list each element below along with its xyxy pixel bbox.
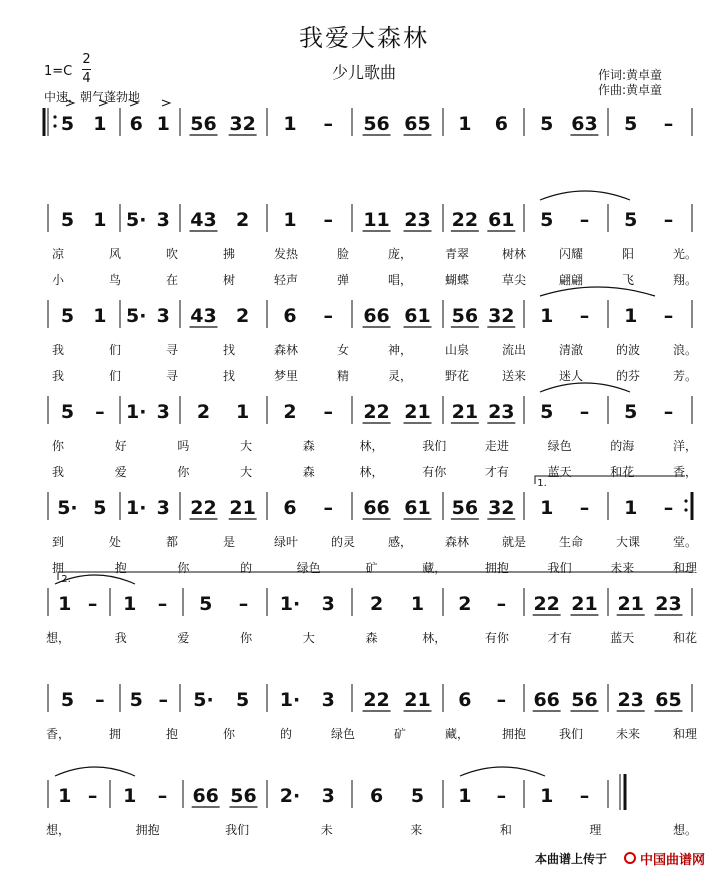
lyric-syllable: 在 bbox=[165, 273, 179, 287]
note: 1 bbox=[283, 113, 297, 135]
note: 21 bbox=[229, 497, 256, 519]
lyric-syllable: 吹 bbox=[165, 247, 179, 261]
tie-arc bbox=[540, 383, 630, 392]
lyric-syllable: 藏， bbox=[422, 561, 447, 575]
lyric-syllable: 飞 bbox=[621, 273, 635, 287]
note: 63 bbox=[571, 113, 598, 135]
note: 5 bbox=[624, 113, 638, 135]
lyric-syllable: 蝴蝶 bbox=[444, 273, 470, 287]
lyric-syllable: 野花 bbox=[444, 369, 470, 383]
lyric-syllable: 庞， bbox=[387, 247, 413, 261]
note: 6 bbox=[369, 785, 384, 807]
note: – bbox=[496, 593, 507, 615]
note: 2 bbox=[236, 209, 250, 231]
lyric-syllable: 有你 bbox=[422, 465, 447, 479]
note: 32 bbox=[488, 305, 515, 327]
lyric-syllable: 翩翩 bbox=[558, 273, 584, 287]
note: 6 bbox=[494, 113, 508, 135]
note: 23 bbox=[617, 689, 644, 711]
note: – bbox=[323, 305, 333, 327]
note: – bbox=[95, 401, 105, 423]
lyric-syllable: 们 bbox=[108, 369, 122, 383]
note: 1 bbox=[410, 593, 425, 615]
lyric-syllable: 绿色 bbox=[547, 439, 572, 453]
lyric-syllable: 森 bbox=[302, 465, 315, 479]
lyric-syllable: 就是 bbox=[501, 535, 527, 549]
lyric-syllable: 都 bbox=[165, 535, 179, 549]
note: 3 bbox=[156, 497, 170, 519]
note: 6 bbox=[283, 305, 297, 327]
repeat-dot bbox=[53, 124, 56, 127]
lyric-syllable: 流出 bbox=[501, 343, 527, 357]
lyric-syllable: 矿 bbox=[365, 561, 378, 575]
note: 3 bbox=[321, 785, 335, 807]
note: – bbox=[663, 209, 674, 231]
lyric-syllable: 抱 bbox=[165, 727, 179, 741]
lyric-syllable: 风 bbox=[108, 247, 122, 261]
note: – bbox=[663, 401, 674, 423]
note: 66 bbox=[363, 305, 390, 327]
repeat-dot bbox=[684, 508, 687, 511]
lyric-syllable: 绿叶 bbox=[273, 535, 299, 549]
lyric-syllable: 爱 bbox=[114, 465, 127, 479]
lyric-syllable: 拥 bbox=[51, 561, 65, 575]
lyric-syllable: 树林 bbox=[501, 247, 527, 261]
lyric-syllable: 大 bbox=[302, 631, 315, 645]
lyric-syllable: 抱 bbox=[114, 561, 127, 575]
note: 5 bbox=[60, 113, 75, 135]
lyric-syllable: 浪。 bbox=[672, 343, 698, 357]
lyric-syllable: 森林 bbox=[444, 535, 470, 549]
lyric-syllable: 森林 bbox=[273, 343, 299, 357]
note: 2 bbox=[458, 593, 472, 615]
lyric-syllable: 想， bbox=[45, 631, 71, 645]
note: – bbox=[496, 689, 507, 711]
lyric-syllable: 和理 bbox=[672, 727, 698, 741]
lyric-syllable: 生命 bbox=[558, 535, 584, 549]
lyric-syllable: 到 bbox=[51, 535, 65, 549]
volta-label-second: 2. bbox=[61, 574, 71, 585]
tie-arc bbox=[55, 767, 135, 776]
lyric-syllable: 藏， bbox=[444, 727, 470, 741]
lyric-syllable: 未 bbox=[320, 823, 333, 837]
lyric-syllable: 唱， bbox=[387, 273, 413, 287]
note: 1· bbox=[279, 593, 301, 615]
lyric-syllable: 未来 bbox=[615, 727, 641, 741]
note: – bbox=[663, 305, 674, 327]
lyric-syllable: 和花 bbox=[610, 465, 635, 479]
lyric-syllable: 寻 bbox=[165, 369, 179, 383]
lyric-syllable: 未来 bbox=[610, 561, 635, 575]
note: 56 bbox=[451, 497, 479, 519]
note: 22 bbox=[451, 209, 479, 231]
lyric-syllable: 拥抱 bbox=[501, 727, 527, 741]
note: 1 bbox=[283, 209, 297, 231]
note: 3 bbox=[156, 209, 170, 231]
note: 56 bbox=[451, 305, 479, 327]
note: 1· bbox=[279, 689, 301, 711]
lyric-syllable: 有你 bbox=[484, 631, 509, 645]
lyric-syllable: 走进 bbox=[484, 439, 509, 453]
lyric-syllable: 吗 bbox=[177, 439, 190, 453]
note: – bbox=[323, 401, 333, 423]
note: 11 bbox=[363, 209, 390, 231]
lyric-syllable: 树 bbox=[222, 273, 236, 287]
lyric-syllable: 感， bbox=[387, 535, 413, 549]
note: – bbox=[87, 593, 98, 615]
note: 43 bbox=[190, 209, 217, 231]
lyric-syllable: 送来 bbox=[501, 369, 527, 383]
lyric-syllable: 找 bbox=[222, 369, 236, 383]
note: 32 bbox=[229, 113, 256, 135]
lyric-syllable: 和理 bbox=[672, 561, 698, 575]
note: – bbox=[157, 785, 168, 807]
note: 1 bbox=[236, 401, 250, 423]
lyric-syllable: 和花 bbox=[672, 631, 698, 645]
note: 21 bbox=[617, 593, 644, 615]
note: 5 bbox=[60, 209, 75, 231]
lyric-syllable: 林， bbox=[422, 631, 447, 645]
lyric-syllable: 鸟 bbox=[108, 273, 122, 287]
note: 5 bbox=[540, 113, 554, 135]
accent-mark bbox=[130, 100, 138, 106]
note: 65 bbox=[404, 113, 431, 135]
tempo-marking: 中速，朝气蓬勃地 bbox=[44, 90, 141, 104]
lyric-syllable: 林， bbox=[359, 439, 384, 453]
lyric-syllable: 林， bbox=[359, 465, 384, 479]
lyric-syllable: 绿色 bbox=[330, 727, 356, 741]
lyric-syllable: 我 bbox=[51, 369, 65, 383]
note: 5 bbox=[624, 401, 638, 423]
site-name: 中国曲谱网 bbox=[640, 853, 706, 868]
lyric-syllable: 洋， bbox=[672, 439, 698, 453]
note: 3 bbox=[156, 305, 170, 327]
lyric-syllable: 才有 bbox=[484, 465, 509, 479]
lyric-syllable: 寻 bbox=[165, 343, 179, 357]
note: 32 bbox=[488, 497, 515, 519]
note: 3 bbox=[321, 593, 335, 615]
accent-mark bbox=[66, 100, 74, 106]
lyric-syllable: 的海 bbox=[610, 439, 635, 453]
lyric-syllable: 的 bbox=[240, 561, 253, 575]
note: 3 bbox=[321, 689, 335, 711]
note: 5 bbox=[93, 497, 107, 519]
note: 21 bbox=[404, 689, 431, 711]
note: 43 bbox=[190, 305, 217, 327]
note: 61 bbox=[488, 209, 515, 231]
lyric-syllable: 精 bbox=[336, 369, 350, 383]
lyric-syllable: 我 bbox=[114, 631, 127, 645]
note: – bbox=[323, 497, 333, 519]
note: 5 bbox=[410, 785, 425, 807]
note: 5 bbox=[129, 689, 143, 711]
note: 1· bbox=[125, 497, 147, 519]
lyric-syllable: 理 bbox=[589, 823, 602, 837]
note: – bbox=[579, 785, 590, 807]
lyric-syllable: 森 bbox=[365, 631, 378, 645]
note: 1 bbox=[624, 305, 638, 327]
lyric-syllable: 你 bbox=[177, 561, 190, 575]
lyric-syllable: 迷人 bbox=[558, 369, 584, 383]
lyric-syllable: 你 bbox=[177, 465, 190, 479]
lyric-syllable: 我们 bbox=[547, 561, 572, 575]
lyric-syllable: 大 bbox=[240, 439, 253, 453]
note: 21 bbox=[451, 401, 479, 423]
key-signature: 1=C bbox=[44, 64, 73, 79]
lyric-syllable: 绿色 bbox=[296, 561, 321, 575]
lyric-syllable: 堂。 bbox=[672, 535, 698, 549]
note: 1 bbox=[540, 305, 554, 327]
lyric-syllable: 你 bbox=[240, 631, 253, 645]
lyric-syllable: 脸 bbox=[336, 247, 350, 261]
lyric-syllable: 女 bbox=[336, 343, 350, 357]
note: 5 bbox=[199, 593, 213, 615]
lyric-syllable: 我们 bbox=[422, 439, 447, 453]
note: – bbox=[579, 497, 590, 519]
lyric-syllable: 的灵 bbox=[330, 535, 356, 549]
lyric-syllable: 们 bbox=[108, 343, 122, 357]
tie-arc bbox=[540, 287, 655, 296]
note: 5· bbox=[57, 497, 78, 519]
note: 56 bbox=[230, 785, 257, 807]
note: – bbox=[157, 593, 168, 615]
note: 61 bbox=[404, 305, 431, 327]
note: – bbox=[238, 593, 249, 615]
note: 5 bbox=[60, 689, 75, 711]
lyric-syllable: 蓝天 bbox=[547, 465, 572, 479]
note: 23 bbox=[655, 593, 682, 615]
upload-note: 本曲谱上传于 bbox=[535, 852, 608, 866]
lyric-syllable: 大 bbox=[240, 465, 253, 479]
repeat-dot bbox=[684, 499, 687, 502]
note: – bbox=[579, 401, 590, 423]
meter-top: 2 bbox=[82, 52, 91, 67]
note: – bbox=[323, 113, 333, 135]
note: 23 bbox=[488, 401, 515, 423]
note: 1· bbox=[125, 401, 147, 423]
lyric-syllable: 你 bbox=[222, 727, 236, 741]
note: 1 bbox=[540, 497, 554, 519]
note: 56 bbox=[571, 689, 598, 711]
lyric-syllable: 我们 bbox=[558, 727, 584, 741]
lyric-syllable: 发热 bbox=[273, 247, 299, 261]
note: 5 bbox=[60, 401, 75, 423]
site-logo-icon bbox=[624, 852, 636, 864]
lyric-syllable: 找 bbox=[222, 343, 236, 357]
note: 22 bbox=[363, 689, 390, 711]
note: 61 bbox=[404, 497, 431, 519]
note: 65 bbox=[655, 689, 682, 711]
note: 2 bbox=[236, 305, 250, 327]
note: 66 bbox=[533, 689, 560, 711]
note: 21 bbox=[404, 401, 431, 423]
note: 1 bbox=[93, 209, 107, 231]
lyric-syllable: 神， bbox=[387, 343, 413, 357]
song-subtitle: 少儿歌曲 bbox=[331, 63, 396, 82]
note: 23 bbox=[404, 209, 431, 231]
note: – bbox=[663, 497, 674, 519]
lyric-syllable: 我 bbox=[51, 343, 65, 357]
volta-label-first: 1. bbox=[537, 478, 547, 489]
lyric-syllable: 你 bbox=[51, 439, 65, 453]
lyric-syllable: 好 bbox=[114, 439, 127, 453]
lyric-syllable: 灵， bbox=[387, 369, 413, 383]
accent-mark bbox=[162, 100, 170, 106]
lyric-syllable: 清澈 bbox=[558, 343, 584, 357]
song-title: 我爱大森林 bbox=[299, 24, 429, 52]
note: 1 bbox=[540, 785, 554, 807]
lyricist-credit: 作词:黄卓童 bbox=[598, 68, 663, 82]
tie-arc bbox=[460, 767, 545, 776]
lyric-syllable: 想， bbox=[45, 823, 71, 837]
lyric-syllable: 弹 bbox=[336, 273, 350, 287]
note: 2· bbox=[279, 785, 301, 807]
lyric-syllable: 蓝天 bbox=[610, 631, 635, 645]
note: 56 bbox=[190, 113, 217, 135]
note: 1 bbox=[93, 113, 107, 135]
note: 1 bbox=[58, 593, 72, 615]
note: 66 bbox=[363, 497, 390, 519]
note: 1 bbox=[123, 785, 137, 807]
note: 5 bbox=[624, 209, 638, 231]
lyric-syllable: 拥抱 bbox=[135, 823, 160, 837]
composer-credit: 作曲:黄卓童 bbox=[598, 83, 663, 97]
tie-arc bbox=[540, 191, 630, 200]
lyric-syllable: 我们 bbox=[225, 823, 250, 837]
note: 3 bbox=[156, 401, 170, 423]
note: 6 bbox=[458, 689, 472, 711]
note: – bbox=[87, 785, 98, 807]
repeat-dot bbox=[53, 115, 56, 118]
lyric-syllable: 森 bbox=[302, 439, 315, 453]
note: 56 bbox=[363, 113, 390, 135]
lyric-syllable: 拥 bbox=[108, 727, 122, 741]
note: 6 bbox=[283, 497, 297, 519]
note: – bbox=[579, 209, 590, 231]
lyric-syllable: 轻声 bbox=[273, 273, 299, 287]
lyric-syllable: 爱 bbox=[177, 631, 190, 645]
note: – bbox=[663, 113, 674, 135]
lyric-syllable: 梦里 bbox=[273, 369, 299, 383]
lyric-syllable: 的波 bbox=[615, 343, 641, 357]
accent-mark bbox=[99, 100, 107, 106]
note: 1 bbox=[156, 113, 170, 135]
lyric-syllable: 山泉 bbox=[444, 343, 470, 357]
lyric-syllable: 青翠 bbox=[444, 247, 470, 261]
lyric-syllable: 我 bbox=[51, 465, 65, 479]
lyric-syllable: 草尖 bbox=[501, 273, 527, 287]
lyric-syllable: 才有 bbox=[547, 631, 572, 645]
lyric-syllable: 香， bbox=[672, 465, 698, 479]
lyric-syllable: 是 bbox=[222, 535, 236, 549]
note: – bbox=[95, 689, 105, 711]
note: 22 bbox=[363, 401, 390, 423]
lyric-syllable: 的芬 bbox=[615, 369, 641, 383]
note: – bbox=[323, 209, 333, 231]
lyric-syllable: 的 bbox=[279, 727, 293, 741]
lyric-syllable: 来 bbox=[410, 823, 423, 837]
note: 66 bbox=[192, 785, 219, 807]
lyric-syllable: 拥抱 bbox=[484, 561, 509, 575]
lyric-syllable: 翔。 bbox=[672, 273, 698, 287]
lyric-syllable: 香， bbox=[45, 727, 71, 741]
note: 1 bbox=[458, 113, 472, 135]
lyric-syllable: 拂 bbox=[222, 247, 236, 261]
lyric-syllable: 阳 bbox=[621, 247, 635, 261]
lyric-syllable: 凉 bbox=[51, 247, 65, 261]
lyric-syllable: 矿 bbox=[393, 727, 407, 741]
note: – bbox=[158, 689, 168, 711]
lyric-syllable: 大课 bbox=[615, 535, 641, 549]
note: 1 bbox=[93, 305, 107, 327]
lyric-syllable: 芳。 bbox=[672, 369, 698, 383]
note: 5· bbox=[125, 209, 147, 231]
note: – bbox=[579, 305, 590, 327]
lyric-syllable: 想。 bbox=[672, 823, 698, 837]
note: 5 bbox=[540, 401, 554, 423]
lyric-syllable: 和 bbox=[499, 823, 512, 837]
note: – bbox=[496, 785, 507, 807]
note: 1 bbox=[624, 497, 638, 519]
note: 22 bbox=[190, 497, 217, 519]
note: 21 bbox=[571, 593, 598, 615]
lyric-syllable: 闪耀 bbox=[558, 247, 584, 261]
note: 5 bbox=[60, 305, 75, 327]
note: 1 bbox=[58, 785, 72, 807]
lyric-syllable: 处 bbox=[108, 535, 122, 549]
note: 22 bbox=[533, 593, 560, 615]
note: 2 bbox=[283, 401, 297, 423]
note: 2 bbox=[369, 593, 384, 615]
note: 1 bbox=[458, 785, 472, 807]
note: 5· bbox=[125, 305, 147, 327]
note: 5 bbox=[540, 209, 554, 231]
note: 6 bbox=[129, 113, 143, 135]
meter-bottom: 4 bbox=[82, 71, 91, 86]
lyric-syllable: 光。 bbox=[672, 247, 698, 261]
note: 2 bbox=[196, 401, 211, 423]
note: 1 bbox=[123, 593, 137, 615]
note: 5 bbox=[236, 689, 250, 711]
note: 5· bbox=[193, 689, 214, 711]
lyric-syllable: 小 bbox=[51, 273, 65, 287]
